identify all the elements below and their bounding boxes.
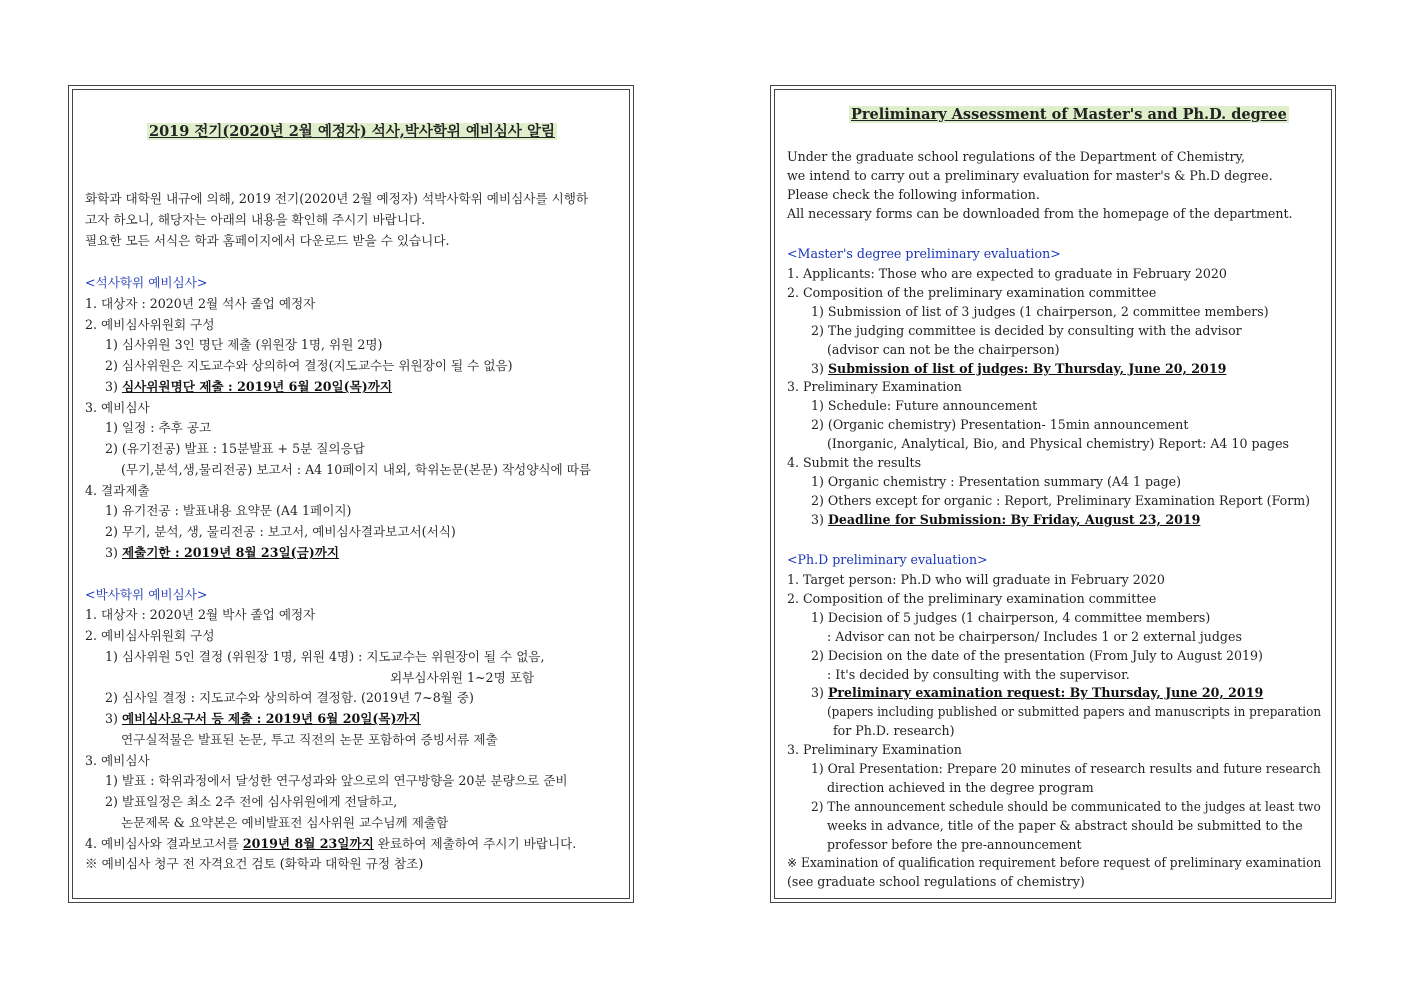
english-phd-item-1: 1. Target person: Ph.D who will graduate in February 2020 (787, 572, 1165, 587)
korean-masters-item-1: 1. 대상자 : 2020년 2월 석사 졸업 예정자 (85, 296, 316, 311)
english-intro-line-3: Please check the following information. (787, 187, 1040, 202)
korean-phd-item-3-1: 1) 발표 : 학위과정에서 달성한 연구성과와 앞으로의 연구방향을 20분 분량으로 준비 (105, 773, 568, 788)
korean-phd-item-2: 2. 예비심사위원회 구성 (85, 628, 215, 643)
korean-phd-item-2-3: 3) 예비심사요구서 등 제출 : 2019년 6월 20일(목)까지 (105, 711, 421, 726)
english-note: ※ Examination of qualification requirement before request of preliminary examination (787, 855, 1322, 870)
korean-phd-item-2-1: 1) 심사위원 5인 결정 (위원장 1명, 위원 4명) : 지도교수는 위원장이 될 수 없음, (105, 649, 545, 664)
english-phd-item-3-2b: weeks in advance, title of the paper & abstract should be submitted to the (827, 818, 1303, 833)
korean-phd-item-2-3b: 연구실적물은 발표된 논문, 투고 직전의 논문 포함하여 증빙서류 제출 (121, 732, 498, 747)
english-notice-inner-border (774, 89, 1332, 899)
korean-title: 2019 전기(2020년 2월 예정자) 석사,박사학위 예비심사 알림 (149, 123, 555, 140)
english-phd-request-deadline: Preliminary examination request: By Thursday, June 20, 2019 (827, 685, 1264, 700)
korean-masters-item-2: 2. 예비심사위원회 구성 (85, 317, 215, 332)
korean-masters-item-3-2b: (무기,분석,생,물리전공) 보고서 : A4 10페이지 내외, 학위논문(본문) 작성양식에 따름 (121, 462, 592, 477)
english-phd-heading: <Ph.D preliminary evaluation> (787, 552, 988, 567)
english-intro-line-2: we intend to carry out a preliminary evaluation for master's & Ph.D degree. (787, 168, 1273, 183)
korean-phd-item-4: 4. 예비심사와 결과보고서를 2019년 8월 23일까지 완료하여 제출하여 주시기 바랍니다. (85, 836, 577, 851)
english-phd-item-2-3c: for Ph.D. research) (833, 723, 955, 738)
english-masters-item-4-3: 3) Deadline for Submission: By Friday, August 23, 2019 (811, 512, 1201, 527)
english-phd-item-2-3b: (papers including published or submitted papers and manuscripts in preparation (827, 704, 1322, 719)
english-masters-item-3-2b: (Inorganic, Analytical, Bio, and Physical chemistry) Report: A4 10 pages (827, 436, 1290, 451)
english-masters-judges-deadline: Submission of list of judges: By Thursday, June 20, 2019 (827, 361, 1227, 376)
korean-intro-line-3: 필요한 모든 서식은 학과 홈페이지에서 다운로드 받을 수 있습니다. (85, 233, 450, 248)
english-masters-item-1: 1. Applicants: Those who are expected to graduate in February 2020 (787, 266, 1227, 281)
english-phd-item-3-1: 1) Oral Presentation: Prepare 20 minutes of research results and future research (811, 761, 1321, 776)
korean-note: ※ 예비심사 청구 전 자격요건 검토 (화학과 대학원 규정 참조) (85, 856, 424, 871)
english-notice-panel (770, 85, 1336, 903)
english-phd-item-2: 2. Composition of the preliminary examination committee (787, 591, 1157, 606)
korean-phd-item-3-2b: 논문제목 & 요약본은 예비발표전 심사위원 교수님께 제출함 (121, 815, 449, 830)
english-masters-item-4-2: 2) Others except for organic : Report, Preliminary Examination Report (Form) (811, 493, 1311, 508)
korean-masters-item-2-3: 3) 심사위원명단 제출 : 2019년 6월 20일(목)까지 (105, 379, 393, 394)
english-masters-results-deadline: Deadline for Submission: By Friday, August 23, 2019 (827, 512, 1201, 527)
korean-masters-item-4: 4. 결과제출 (85, 483, 150, 498)
english-phd-item-2-2b: : It's decided by consulting with the supervisor. (827, 667, 1130, 682)
korean-masters-item-4-1: 1) 유기전공 : 발표내용 요약문 (A4 1페이지) (105, 503, 352, 518)
english-masters-item-2-2: 2) The judging committee is decided by consulting with the advisor (811, 323, 1242, 338)
korean-phd-item-3-2: 2) 발표일정은 최소 2주 전에 심사위원에게 전달하고, (105, 794, 398, 809)
english-intro-line-4: All necessary forms can be downloaded from the homepage of the department. (787, 206, 1293, 221)
korean-phd-item-2-1b: 외부심사위원 1~2명 포함 (390, 670, 535, 685)
korean-phd-item-1: 1. 대상자 : 2020년 2월 박사 졸업 예정자 (85, 607, 316, 622)
english-masters-heading: <Master's degree preliminary evaluation> (787, 246, 1061, 261)
korean-phd-request-deadline: 예비심사요구서 등 제출 : 2019년 6월 20일(목)까지 (121, 711, 421, 726)
korean-masters-item-3: 3. 예비심사 (85, 400, 150, 415)
korean-masters-item-3-1: 1) 일정 : 추후 공고 (105, 420, 212, 435)
korean-phd-heading: <박사학위 예비심사> (85, 587, 208, 602)
english-phd-item-2-1b: : Advisor can not be chairperson/ Includes 1 or 2 external judges (827, 629, 1242, 644)
english-phd-item-3-2c: professor before the pre-announcement (827, 837, 1082, 852)
korean-masters-item-4-2: 2) 무기, 분석, 생, 물리전공 : 보고서, 예비심사결과보고서(서식) (105, 524, 456, 539)
korean-masters-judges-deadline: 심사위원명단 제출 : 2019년 6월 20일(목)까지 (121, 379, 393, 394)
english-intro-line-1: Under the graduate school regulations of the Department of Chemistry, (787, 149, 1245, 164)
english-masters-item-2-1: 1) Submission of list of 3 judges (1 chairperson, 2 committee members) (811, 304, 1269, 319)
english-masters-item-4-1: 1) Organic chemistry : Presentation summary (A4 1 page) (811, 474, 1182, 489)
english-masters-item-3-2: 2) (Organic chemistry) Presentation- 15min announcement (811, 417, 1189, 432)
korean-masters-results-deadline: 제출기한 : 2019년 8월 23일(금)까지 (121, 545, 340, 560)
korean-intro-line-1: 화학과 대학원 내규에 의해, 2019 전기(2020년 2월 예정자) 석박사학위 예비심사를 시행하 (85, 191, 589, 206)
english-note-b: (see graduate school regulations of chemistry) (787, 874, 1085, 889)
english-phd-item-3: 3. Preliminary Examination (787, 742, 962, 757)
korean-masters-heading: <석사학위 예비심사> (85, 275, 208, 290)
english-phd-item-2-3: 3) Preliminary examination request: By Thursday, June 20, 2019 (811, 685, 1264, 700)
english-phd-item-2-2: 2) Decision on the date of the presentation (From July to August 2019) (811, 648, 1263, 663)
english-masters-item-2-2b: (advisor can not be the chairperson) (827, 342, 1060, 357)
korean-masters-item-4-3: 3) 제출기한 : 2019년 8월 23일(금)까지 (105, 545, 340, 560)
english-masters-item-2-3: 3) Submission of list of judges: By Thursday, June 20, 2019 (811, 361, 1227, 376)
english-phd-item-3-1b: direction achieved in the degree program (827, 780, 1094, 795)
korean-masters-item-2-1: 1) 심사위원 3인 명단 제출 (위원장 1명, 위원 2명) (105, 337, 383, 352)
korean-masters-item-3-2: 2) (유기전공) 발표 : 15분발표 + 5분 질의응답 (105, 441, 365, 456)
korean-phd-results-deadline: 2019년 8월 23일까지 (242, 836, 374, 851)
korean-notice-inner-border (72, 89, 630, 899)
korean-masters-item-2-2: 2) 심사위원은 지도교수와 상의하여 결정(지도교수는 위원장이 될 수 없음) (105, 358, 513, 373)
english-masters-item-2: 2. Composition of the preliminary examination committee (787, 285, 1157, 300)
english-phd-item-3-2: 2) The announcement schedule should be communicated to the judges at least two (811, 799, 1321, 814)
korean-intro-line-2: 고자 하오니, 해당자는 아래의 내용을 확인해 주시기 바랍니다. (85, 212, 426, 227)
korean-phd-item-3: 3. 예비심사 (85, 753, 150, 768)
korean-phd-item-2-2: 2) 심사일 결정 : 지도교수와 상의하여 결정함. (2019년 7~8월 중) (105, 690, 474, 705)
english-title: Preliminary Assessment of Master's and Ph.D. degree (851, 106, 1287, 123)
english-masters-item-3: 3. Preliminary Examination (787, 379, 962, 394)
english-masters-item-3-1: 1) Schedule: Future announcement (811, 398, 1038, 413)
korean-notice-panel (68, 85, 634, 903)
english-phd-item-2-1: 1) Decision of 5 judges (1 chairperson, 4 committee members) (811, 610, 1211, 625)
english-masters-item-4: 4. Submit the results (787, 455, 922, 470)
